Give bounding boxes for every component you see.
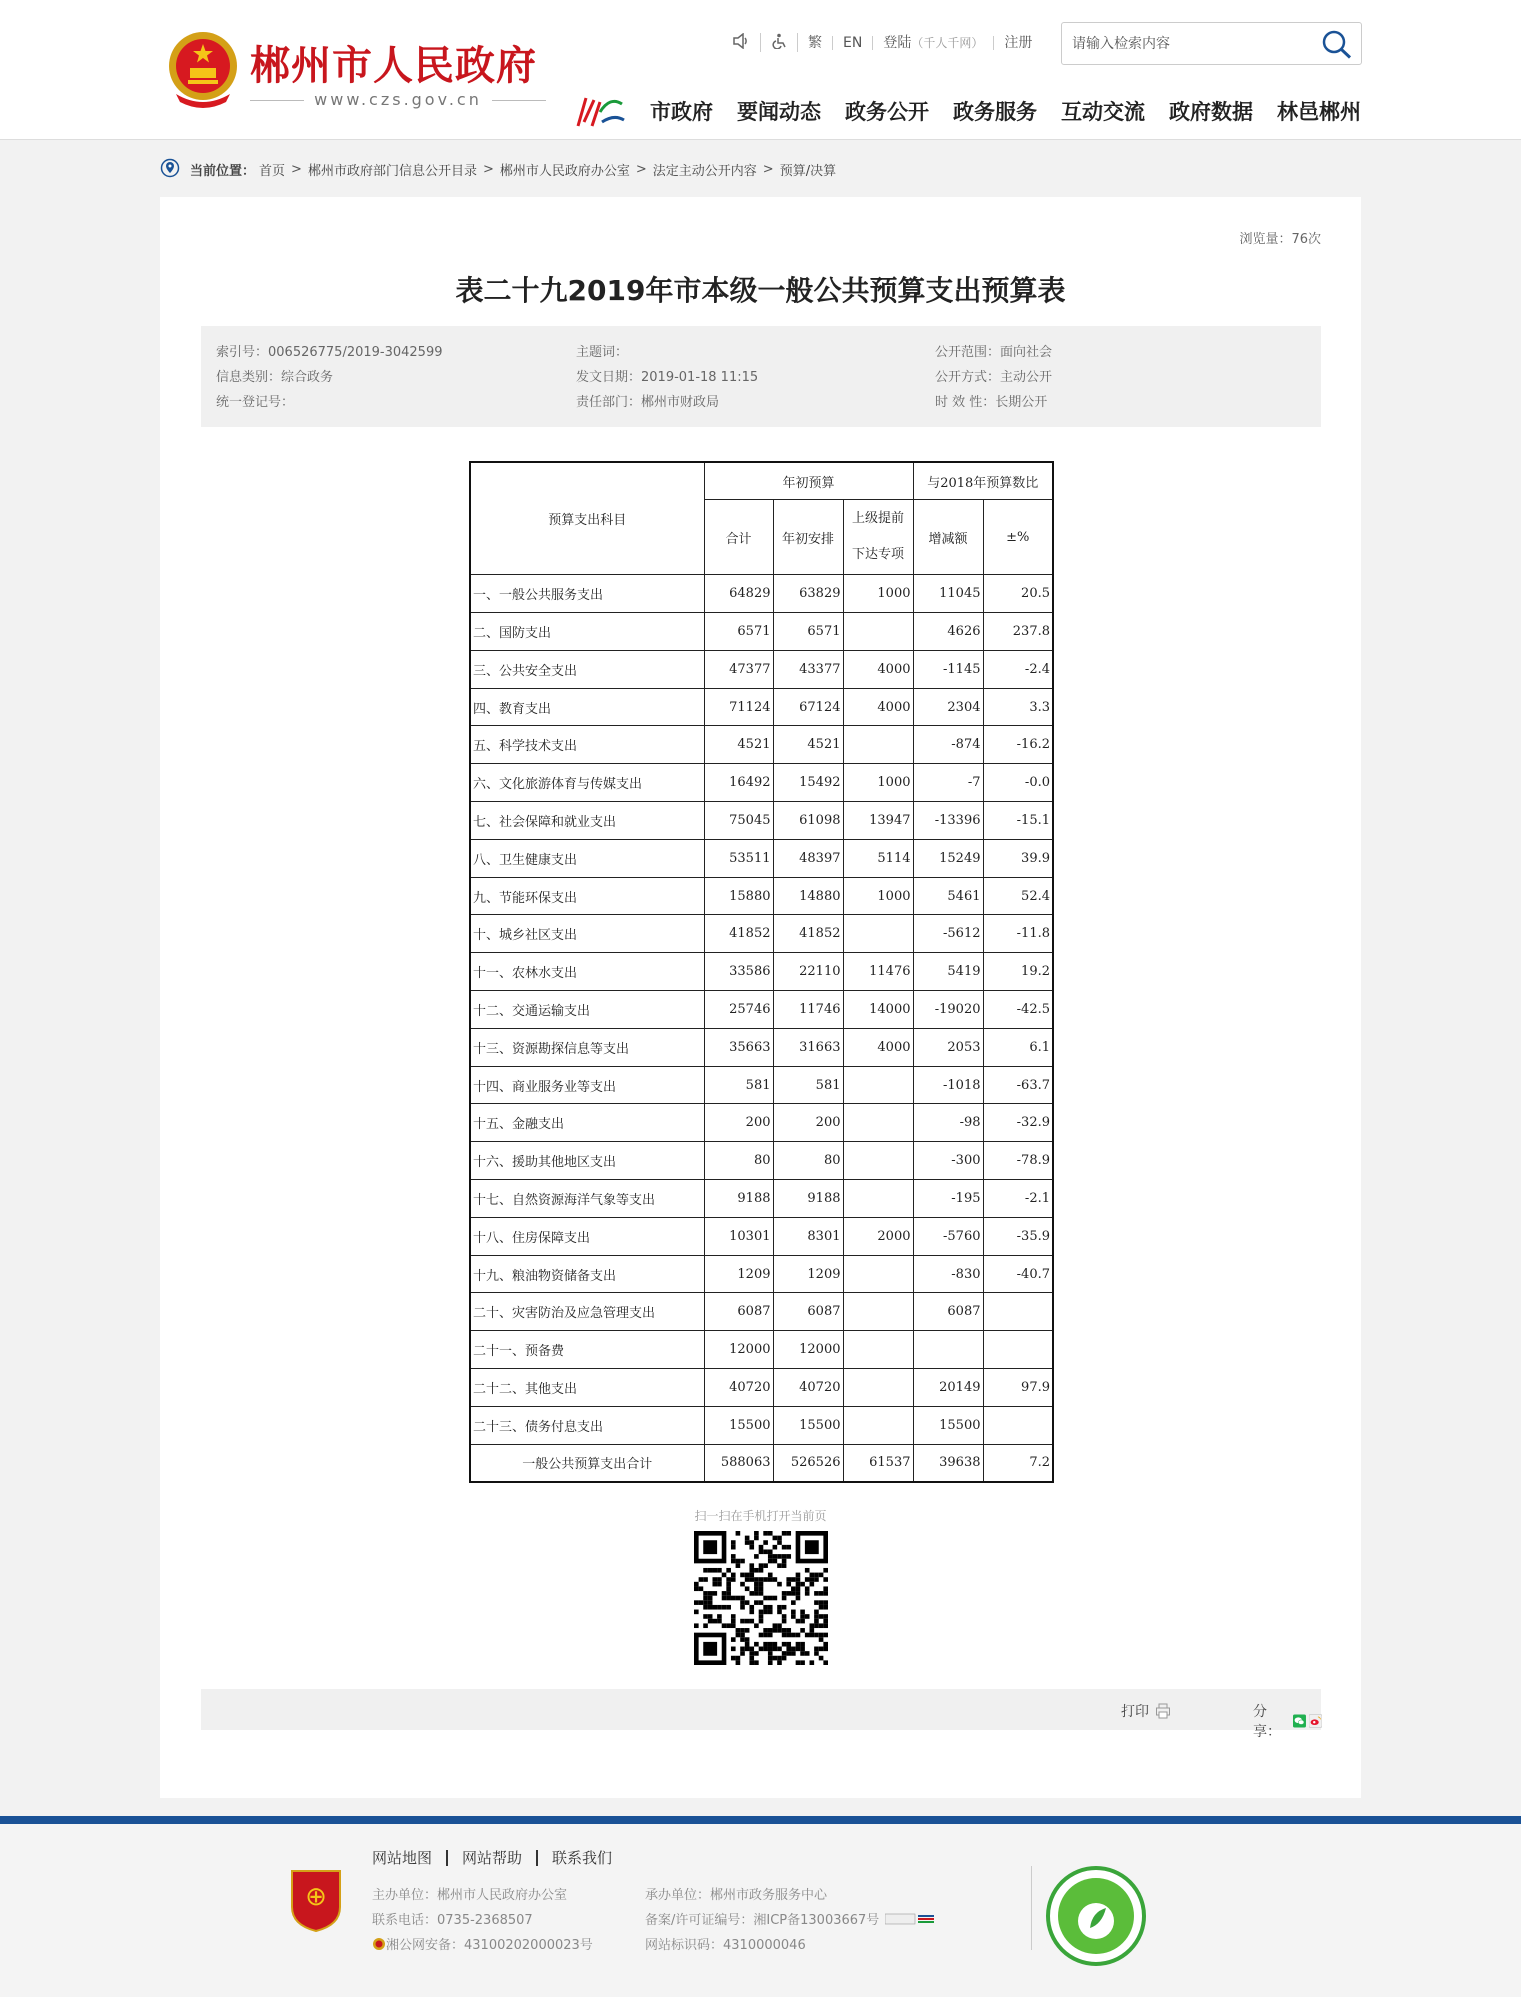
breadcrumb-separator: > — [762, 161, 774, 177]
cell-upper-special — [843, 1331, 913, 1369]
cell-arranged: 6087 — [773, 1293, 843, 1331]
footer-phone: 联系电话：0735-2368507 — [372, 1913, 533, 1928]
table-total-row — [470, 1444, 1053, 1482]
cell-upper-special — [843, 613, 913, 651]
share-label: 分享： — [1253, 1704, 1281, 1740]
qr-label: 扫一扫在手机打开当前页 — [694, 1509, 827, 1523]
header-subject: 预算支出科目 — [470, 462, 704, 575]
breadcrumb-separator: > — [291, 161, 302, 177]
accessibility-read-button[interactable] — [722, 33, 761, 52]
cell-total: 25746 — [704, 991, 773, 1029]
meta-dept: 责任部门：郴州市财政局 — [576, 395, 720, 410]
cell-upper-special — [843, 1369, 913, 1407]
site-url: www.czs.gov.cn — [250, 90, 546, 109]
table-row — [470, 1331, 1053, 1369]
cell-change: -1018 — [913, 1066, 983, 1104]
cell-change: 39638 — [913, 1444, 983, 1482]
share-group — [1253, 1701, 1322, 1741]
cell-total: 47377 — [704, 650, 773, 688]
cell-total: 200 — [704, 1104, 773, 1142]
cell-pct: 3.3 — [983, 688, 1053, 726]
cell-pct: -32.9 — [983, 1104, 1053, 1142]
cell-arranged: 80 — [773, 1142, 843, 1180]
header-initial-budget: 年初预算 — [704, 462, 913, 500]
footer-link-contact[interactable]: 联系我们 — [552, 1849, 613, 1867]
row-name: 十三、资源勘探信息等支出 — [470, 1028, 704, 1066]
cell-total: 4521 — [704, 726, 773, 764]
breadcrumb-home[interactable]: 首页 — [259, 163, 286, 179]
cell-total: 35663 — [704, 1028, 773, 1066]
cell-upper-special — [843, 1104, 913, 1142]
footer-divider — [1031, 1866, 1032, 1950]
view-count: 浏览量：76次 — [1239, 232, 1321, 247]
cell-pct: -11.8 — [983, 915, 1053, 953]
search-input[interactable] — [1072, 33, 1312, 55]
cell-total: 1209 — [704, 1255, 773, 1293]
login-hint: （千人千网） — [911, 35, 984, 50]
cell-total: 15500 — [704, 1406, 773, 1444]
header-arranged: 年初安排 — [773, 500, 843, 575]
cell-arranged: 15500 — [773, 1406, 843, 1444]
speaker-icon — [732, 33, 750, 49]
cell-pct: 52.4 — [983, 877, 1053, 915]
row-name: 十七、自然资源海洋气象等支出 — [470, 1180, 704, 1218]
table-row — [470, 1066, 1053, 1104]
cell-pct: 6.1 — [983, 1028, 1053, 1066]
cell-total: 53511 — [704, 839, 773, 877]
cell-arranged: 48397 — [773, 839, 843, 877]
cell-upper-special — [843, 1293, 913, 1331]
cell-upper-special: 14000 — [843, 991, 913, 1029]
cell-arranged: 22110 — [773, 953, 843, 991]
cell-change: 11045 — [913, 575, 983, 613]
footer-link-help[interactable]: 网站帮助 — [448, 1850, 538, 1866]
site-header — [0, 0, 1521, 140]
document-metadata — [201, 326, 1321, 427]
cell-arranged: 6571 — [773, 613, 843, 651]
footer-links — [372, 1850, 626, 1866]
cell-change: 15249 — [913, 839, 983, 877]
page-title: 表二十九2019年市本级一般公共预算支出预算表 — [455, 274, 1066, 307]
wechat-icon[interactable] — [1293, 1713, 1306, 1729]
table-row — [470, 1255, 1053, 1293]
site-name[interactable]: 郴州市人民政府 — [250, 43, 537, 89]
cell-total: 6087 — [704, 1293, 773, 1331]
row-name: 四、教育支出 — [470, 688, 704, 726]
nav-interaction[interactable]: 互动交流 — [1061, 100, 1145, 124]
cell-change: -5760 — [913, 1217, 983, 1255]
cell-upper-special: 4000 — [843, 650, 913, 688]
cell-upper-special: 4000 — [843, 1028, 913, 1066]
cell-pct: 39.9 — [983, 839, 1053, 877]
header-pct: ±% — [983, 500, 1053, 575]
english-link[interactable]: EN — [833, 36, 873, 50]
breadcrumb-statutory[interactable]: 法定主动公开内容 — [652, 163, 757, 179]
row-name: 十九、粮油物资储备支出 — [470, 1255, 704, 1293]
cell-change: -98 — [913, 1104, 983, 1142]
footer-icp-text: 备案/许可证编号：湘ICP备13003667号 — [645, 1913, 880, 1928]
cell-change: -1145 — [913, 650, 983, 688]
breadcrumb-office[interactable]: 郴州市人民政府办公室 — [499, 163, 630, 179]
cell-arranged: 11746 — [773, 991, 843, 1029]
footer-police-text: 湘公网安备：43100202000023号 — [386, 1938, 593, 1953]
qr-code-icon — [694, 1531, 828, 1665]
cell-arranged: 43377 — [773, 650, 843, 688]
cell-total: 15880 — [704, 877, 773, 915]
accessibility-mode-button[interactable] — [761, 33, 798, 52]
table-row — [470, 1217, 1053, 1255]
cell-change: 15500 — [913, 1406, 983, 1444]
cell-pct — [983, 1331, 1053, 1369]
main-nav — [650, 96, 1385, 126]
cell-arranged: 63829 — [773, 575, 843, 613]
table-row — [470, 1028, 1053, 1066]
traditional-chinese-link[interactable]: 繁 — [798, 36, 833, 50]
wheelchair-icon — [771, 33, 787, 49]
row-name: 八、卫生健康支出 — [470, 839, 704, 877]
cell-pct: -15.1 — [983, 802, 1053, 840]
cell-change: 5461 — [913, 877, 983, 915]
action-bar — [201, 1689, 1321, 1740]
register-link[interactable]: 注册 — [1004, 34, 1033, 51]
cell-total: 581 — [704, 1066, 773, 1104]
print-label: 打印 — [1121, 1704, 1149, 1720]
cell-pct — [983, 1406, 1053, 1444]
cell-total: 12000 — [704, 1331, 773, 1369]
cell-pct: 20.5 — [983, 575, 1053, 613]
cell-arranged: 1209 — [773, 1255, 843, 1293]
row-name: 九、节能环保支出 — [470, 877, 704, 915]
meta-keywords: 主题词： — [576, 345, 629, 360]
meta-index-no: 索引号：006526775/2019-3042599 — [216, 345, 443, 360]
meta-method: 公开方式：主动公开 — [935, 370, 1053, 385]
row-name: 十六、援助其他地区支出 — [470, 1142, 704, 1180]
meta-scope: 公开范围：面向社会 — [935, 345, 1053, 360]
cell-arranged: 200 — [773, 1104, 843, 1142]
cell-upper-special — [843, 726, 913, 764]
cell-total: 71124 — [704, 688, 773, 726]
row-name: 二十一、预备费 — [470, 1331, 704, 1369]
cell-change: -7 — [913, 764, 983, 802]
breadcrumb-catalog[interactable]: 郴州市政府部门信息公开目录 — [307, 163, 477, 179]
cell-pct: 7.2 — [983, 1444, 1053, 1482]
row-name: 二十二、其他支出 — [470, 1369, 704, 1407]
breadcrumb-separator: > — [482, 161, 494, 177]
breadcrumb-label: 当前位置： — [190, 163, 256, 179]
header-upper-line2: 下达专项 — [851, 547, 904, 563]
print-button[interactable] — [1121, 1701, 1171, 1721]
row-name: 二十三、债务付息支出 — [470, 1406, 704, 1444]
table-row — [470, 1142, 1053, 1180]
svg-text:⊕: ⊕ — [305, 1882, 327, 1912]
cell-change: 2053 — [913, 1028, 983, 1066]
footer-police-record[interactable] — [372, 1934, 593, 1953]
cell-upper-special: 1000 — [843, 575, 913, 613]
total-row-label: 一般公共预算支出合计 — [470, 1444, 704, 1482]
national-emblem-icon[interactable] — [166, 28, 240, 108]
cell-pct: 97.9 — [983, 1369, 1053, 1407]
table-row — [470, 764, 1053, 802]
row-name: 三、公共安全支出 — [470, 650, 704, 688]
linyi-logo-icon — [574, 92, 628, 132]
cell-pct: -16.2 — [983, 726, 1053, 764]
cell-pct: -42.5 — [983, 991, 1053, 1029]
cell-pct: -35.9 — [983, 1217, 1053, 1255]
row-name: 十八、住房保障支出 — [470, 1217, 704, 1255]
cell-change: 4626 — [913, 613, 983, 651]
cell-change: 6087 — [913, 1293, 983, 1331]
cell-pct: -2.4 — [983, 650, 1053, 688]
cell-arranged: 14880 — [773, 877, 843, 915]
table-row — [470, 1180, 1053, 1218]
weibo-icon[interactable] — [1309, 1713, 1322, 1729]
cell-change: 20149 — [913, 1369, 983, 1407]
cell-total: 16492 — [704, 764, 773, 802]
article-panel — [160, 197, 1361, 1798]
cell-upper-special: 11476 — [843, 953, 913, 991]
cell-pct: -40.7 — [983, 1255, 1053, 1293]
header-upper-special — [843, 500, 913, 575]
cell-upper-special: 61537 — [843, 1444, 913, 1482]
nav-open-government[interactable]: 政务公开 — [845, 100, 929, 124]
cell-arranged: 12000 — [773, 1331, 843, 1369]
cell-pct: -2.1 — [983, 1180, 1053, 1218]
row-name: 十二、交通运输支出 — [470, 991, 704, 1029]
row-name: 五、科学技术支出 — [470, 726, 704, 764]
cell-upper-special — [843, 1255, 913, 1293]
cell-pct — [983, 1293, 1053, 1331]
cell-total: 41852 — [704, 915, 773, 953]
cell-change: -195 — [913, 1180, 983, 1218]
row-name: 十、城乡社区支出 — [470, 915, 704, 953]
cell-upper-special: 1000 — [843, 877, 913, 915]
cell-upper-special — [843, 1180, 913, 1218]
cell-arranged: 15492 — [773, 764, 843, 802]
cell-total: 80 — [704, 1142, 773, 1180]
cell-change: -830 — [913, 1255, 983, 1293]
header-toolbar — [722, 33, 1042, 52]
login-label: 登陆 — [883, 34, 912, 51]
table-row — [470, 688, 1053, 726]
cell-change: 2304 — [913, 688, 983, 726]
cell-total: 6571 — [704, 613, 773, 651]
row-name: 十五、金融支出 — [470, 1104, 704, 1142]
nav-government-services[interactable]: 政务服务 — [953, 100, 1037, 124]
row-name: 七、社会保障和就业支出 — [470, 802, 704, 840]
table-row — [470, 1406, 1053, 1444]
cell-arranged: 9188 — [773, 1180, 843, 1218]
cell-arranged: 526526 — [773, 1444, 843, 1482]
breadcrumb-separator: > — [635, 161, 647, 177]
table-row — [470, 1369, 1053, 1407]
cell-arranged: 581 — [773, 1066, 843, 1104]
breadcrumb — [160, 158, 836, 180]
cell-total: 588063 — [704, 1444, 773, 1482]
cell-change: -300 — [913, 1142, 983, 1180]
table-row — [470, 613, 1053, 651]
cell-change: -5612 — [913, 915, 983, 953]
table-row — [470, 802, 1053, 840]
table-row — [470, 1104, 1053, 1142]
footer-site-id: 网站标识码：4310000046 — [645, 1938, 806, 1953]
footer-link-sitemap[interactable]: 网站地图 — [372, 1850, 448, 1866]
police-badge-icon — [372, 1937, 386, 1951]
cell-pct: 237.8 — [983, 613, 1053, 651]
cell-upper-special: 1000 — [843, 764, 913, 802]
cell-upper-special: 2000 — [843, 1217, 913, 1255]
gov-badge-icon[interactable] — [289, 1867, 343, 1933]
cell-upper-special — [843, 1406, 913, 1444]
cell-total: 40720 — [704, 1369, 773, 1407]
site-footer — [0, 1816, 1521, 1997]
cell-change: -874 — [913, 726, 983, 764]
cell-total: 10301 — [704, 1217, 773, 1255]
budget-table-body — [470, 575, 1053, 1482]
cell-arranged: 40720 — [773, 1369, 843, 1407]
cell-upper-special: 13947 — [843, 802, 913, 840]
cell-pct: -78.9 — [983, 1142, 1053, 1180]
row-name: 十一、农林水支出 — [470, 953, 704, 991]
row-name: 二十、灾害防治及应急管理支出 — [470, 1293, 704, 1331]
cell-upper-special: 5114 — [843, 839, 913, 877]
cell-total: 9188 — [704, 1180, 773, 1218]
cell-change: -19020 — [913, 991, 983, 1029]
footer-icp[interactable] — [645, 1909, 935, 1928]
login-link[interactable] — [873, 36, 994, 50]
meta-category: 信息类别：综合政务 — [216, 370, 334, 385]
breadcrumb-budget[interactable]: 预算/决算 — [779, 163, 837, 179]
header-total: 合计 — [704, 500, 773, 575]
table-row — [470, 991, 1053, 1029]
nav-news[interactable]: 要闻动态 — [737, 100, 821, 124]
budget-table — [469, 461, 1054, 1483]
cell-pct: 19.2 — [983, 953, 1053, 991]
table-row — [470, 915, 1053, 953]
cell-total: 33586 — [704, 953, 773, 991]
cell-pct: -63.7 — [983, 1066, 1053, 1104]
meta-date: 发文日期：2019-01-18 11:15 — [576, 370, 759, 385]
cell-change — [913, 1331, 983, 1369]
cell-upper-special: 4000 — [843, 688, 913, 726]
icp-badge-icon — [885, 1913, 935, 1925]
cell-arranged: 8301 — [773, 1217, 843, 1255]
table-row — [470, 575, 1053, 613]
table-row — [470, 953, 1053, 991]
cell-change: 5419 — [913, 953, 983, 991]
civilized-unit-seal-icon[interactable] — [1046, 1866, 1146, 1966]
table-row — [470, 839, 1053, 877]
cell-total: 75045 — [704, 802, 773, 840]
cell-arranged: 61098 — [773, 802, 843, 840]
row-name: 一、一般公共服务支出 — [470, 575, 704, 613]
meta-reg-no: 统一登记号： — [216, 395, 295, 410]
header-compare-2018: 与2018年预算数比 — [913, 462, 1053, 500]
budget-table-wrapper — [469, 461, 1054, 1483]
cell-pct: -0.0 — [983, 764, 1053, 802]
printer-icon — [1155, 1703, 1171, 1719]
cell-total: 64829 — [704, 575, 773, 613]
table-row — [470, 650, 1053, 688]
header-upper-line1: 上级提前 — [851, 511, 904, 527]
cell-change: -13396 — [913, 802, 983, 840]
cell-arranged: 41852 — [773, 915, 843, 953]
meta-validity: 时 效 性：长期公开 — [935, 395, 1048, 410]
cell-arranged: 31663 — [773, 1028, 843, 1066]
search-box — [1061, 22, 1362, 65]
nav-city-government[interactable]: 市政府 — [650, 100, 713, 124]
cell-upper-special — [843, 1066, 913, 1104]
header-change: 增减额 — [913, 500, 983, 575]
row-name: 十四、商业服务业等支出 — [470, 1066, 704, 1104]
cell-arranged: 4521 — [773, 726, 843, 764]
cell-upper-special — [843, 1142, 913, 1180]
row-name: 六、文化旅游体育与传媒支出 — [470, 764, 704, 802]
location-pin-icon — [160, 158, 180, 180]
table-row — [470, 726, 1053, 764]
table-row — [470, 877, 1053, 915]
footer-sponsor: 主办单位：郴州市人民政府办公室 — [372, 1888, 568, 1903]
row-name: 二、国防支出 — [470, 613, 704, 651]
search-icon[interactable] — [1321, 29, 1353, 59]
cell-arranged: 67124 — [773, 688, 843, 726]
nav-government-data[interactable]: 政府数据 — [1169, 100, 1253, 124]
footer-organizer: 承办单位：郴州市政务服务中心 — [645, 1888, 828, 1903]
nav-linyi-chenzhou[interactable]: 林邑郴州 — [1277, 100, 1361, 124]
table-row — [470, 1293, 1053, 1331]
cell-upper-special — [843, 915, 913, 953]
